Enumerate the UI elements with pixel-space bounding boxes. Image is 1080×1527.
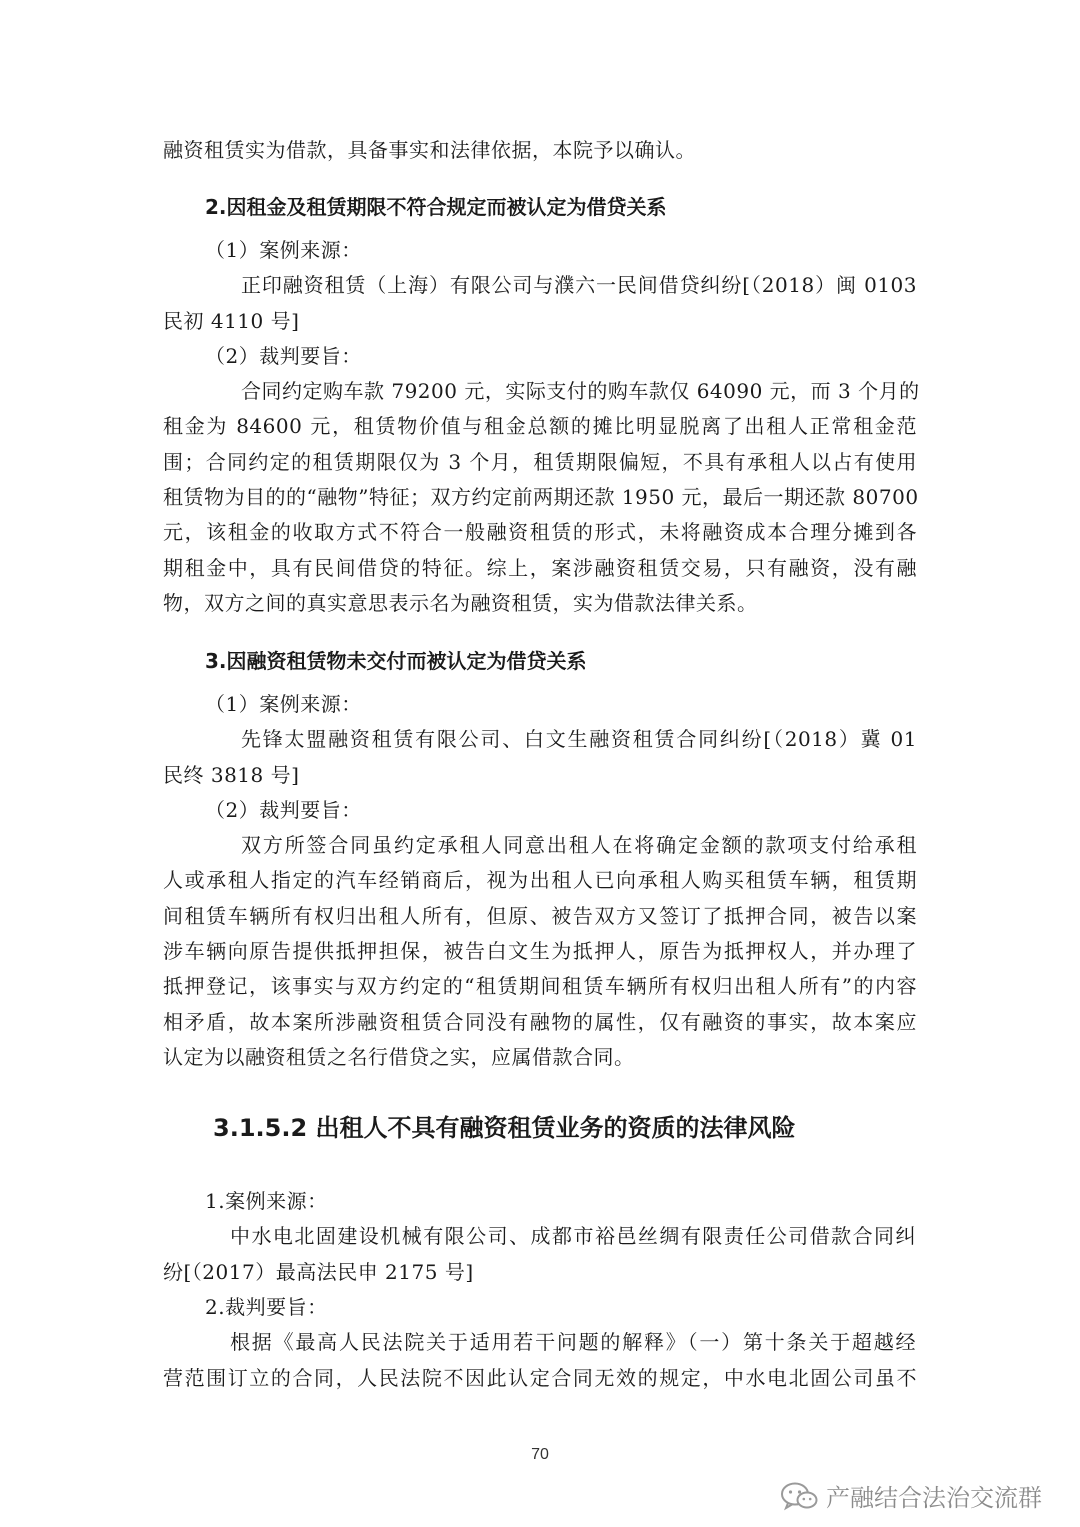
subheading-case-source: 1.案例来源：: [205, 1189, 328, 1213]
subheading-ruling: （2）裁判要旨：: [205, 344, 362, 368]
watermark-text: 产融结合法治交流群: [826, 1484, 1042, 1512]
paragraph-line: 融资租赁实为借款，具备事实和法律依据，本院予以确认。: [163, 138, 696, 162]
paragraph-line: 租金为 84600 元，租赁物价值与租金总额的摊比明显脱离了出租人正常租金范: [163, 414, 917, 438]
section-heading: 3.因融资租赁物未交付而被认定为借贷关系: [205, 649, 587, 673]
paragraph-line: 正印融资租赁（上海）有限公司与濮六一民间借贷纠纷[（2018）闽 0103: [241, 273, 917, 297]
paragraph-line: 相矛盾，故本案所涉融资租赁合同没有融物的属性，仅有融资的事实，故本案应: [163, 1010, 917, 1034]
page-number: 70: [531, 1446, 549, 1463]
paragraph-line: 纷[（2017）最高法民申 2175 号]: [163, 1260, 474, 1284]
paragraph-line: 先锋太盟融资租赁有限公司、白文生融资租赁合同纠纷[（2018）冀 01: [241, 727, 917, 751]
paragraph-line: 涉车辆向原告提供抵押担保，被告白文生为抵押人，原告为抵押权人，并办理了: [163, 939, 917, 963]
subheading-ruling: （2）裁判要旨：: [205, 798, 362, 822]
paragraph-line: 认定为以融资租赁之名行借贷之实，应属借款合同。: [163, 1045, 635, 1069]
paragraph-line: 租赁物为目的的“融物”特征；双方约定前两期还款 1950 元，最后一期还款 80700: [163, 485, 919, 509]
subheading-case-source: （1）案例来源：: [205, 692, 362, 716]
wechat-icon: [780, 1481, 818, 1511]
chapter-heading: 3.1.5.2 出租人不具有融资租赁业务的资质的法律风险: [213, 1114, 796, 1142]
paragraph-line: 抵押登记，该事实与双方约定的“租赁期间租赁车辆所有权归出租人所有”的内容: [163, 974, 917, 998]
paragraph-line: 围；合同约定的租赁期限仅为 3 个月，租赁期限偏短，不具有承租人以占有使用: [163, 450, 917, 474]
paragraph-line: 营范围订立的合同，人民法院不因此认定合同无效的规定，中水电北固公司虽不: [163, 1366, 917, 1390]
paragraph-line: 期租金中，具有民间借贷的特征。综上，案涉融资租赁交易，只有融资，没有融: [163, 556, 917, 580]
paragraph-line: 根据《最高人民法院关于适用若干问题的解释》（一）第十条关于超越经: [230, 1330, 916, 1354]
paragraph-line: 中水电北固建设机械有限公司、成都市裕邑丝绸有限责任公司借款合同纠: [230, 1224, 916, 1248]
watermark: [780, 1478, 1042, 1513]
paragraph-line: 民初 4110 号]: [163, 309, 300, 333]
paragraph-line: 民终 3818 号]: [163, 763, 300, 787]
paragraph-line: 合同约定购车款 79200 元，实际支付的购车款仅 64090 元，而 3 个月的: [241, 379, 920, 403]
paragraph-line: 物，双方之间的真实意思表示名为融资租赁，实为借款法律关系。: [163, 591, 758, 615]
section-heading: 2.因租金及租赁期限不符合规定而被认定为借贷关系: [205, 195, 667, 219]
paragraph-line: 元，该租金的收取方式不符合一般融资租赁的形式，未将融资成本合理分摊到各: [163, 520, 917, 544]
paragraph-line: 双方所签合同虽约定承租人同意出租人在将确定金额的款项支付给承租: [241, 833, 917, 857]
paragraph-line: 间租赁车辆所有权归出租人所有，但原、被告双方又签订了抵押合同，被告以案: [163, 904, 917, 928]
subheading-ruling: 2.裁判要旨：: [205, 1295, 328, 1319]
subheading-case-source: （1）案例来源：: [205, 238, 362, 262]
paragraph-line: 人或承租人指定的汽车经销商后，视为出租人已向承租人购买租赁车辆，租赁期: [163, 868, 917, 892]
